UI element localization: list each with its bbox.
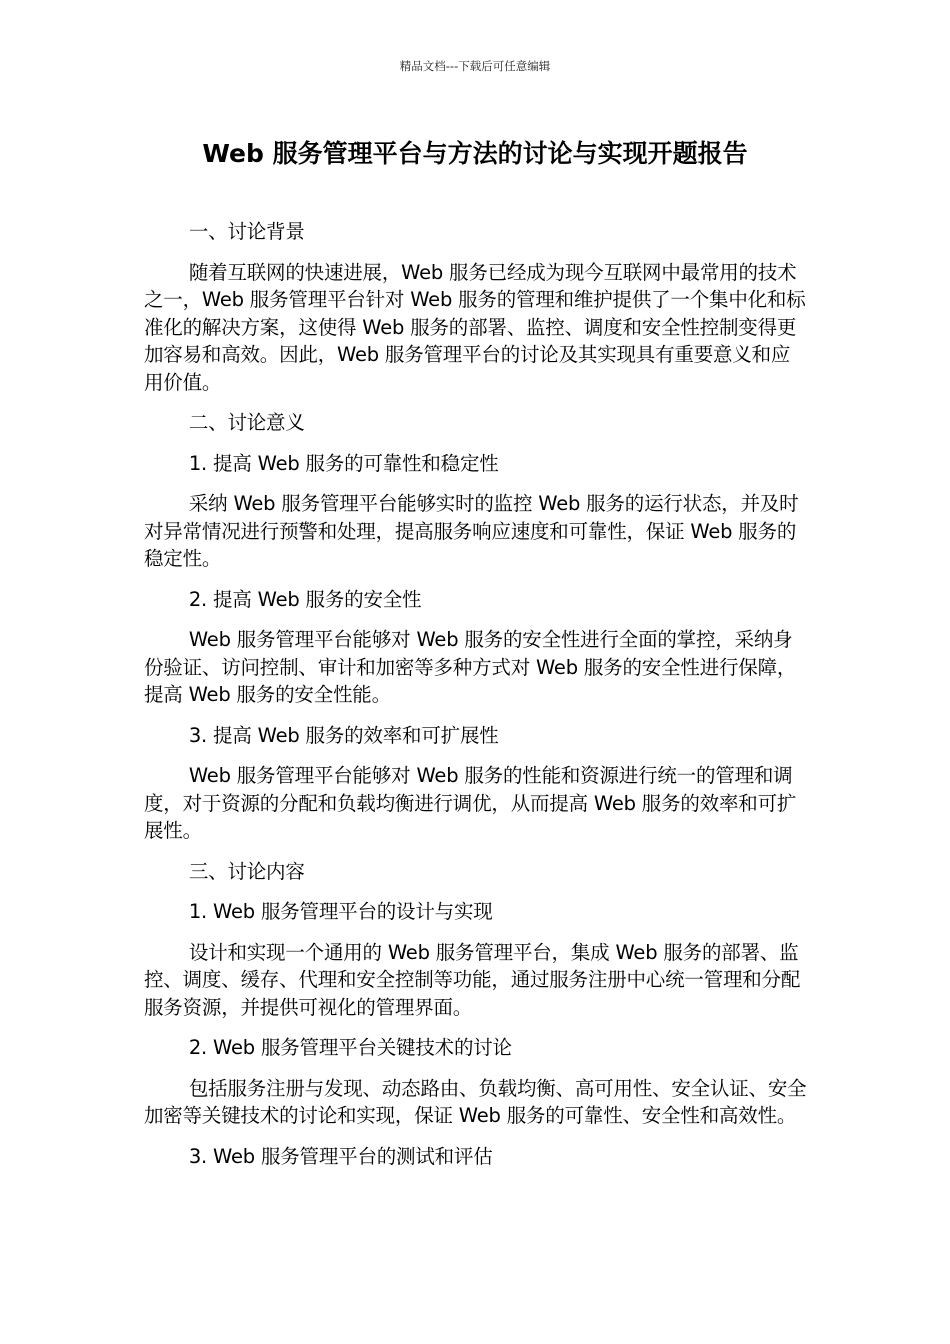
paragraph-reliability: 采纳 Web 服务管理平台能够实时的监控 Web 服务的运行状态，并及时对异常情况进行预警和处理，提高服务响应速度和可靠性，保证 Web 服务的稳定性。 [144, 492, 799, 570]
section-heading-content: 三、讨论内容 [188, 859, 305, 883]
subheading-reliability: 1. 提高 Web 服务的可靠性和稳定性 [188, 451, 499, 475]
subheading-testing: 3. Web 服务管理平台的测试和评估 [188, 1144, 493, 1168]
subheading-efficiency: 3. 提高 Web 服务的效率和可扩展性 [188, 723, 499, 747]
paragraph-security: Web 服务管理平台能够对 Web 服务的安全性进行全面的掌控，采纳身份验证、访问控制、审计和加密等多种方式对 Web 服务的安全性进行保障，提高 Web 服务的安全性能。 [144, 628, 797, 706]
subheading-security: 2. 提高 Web 服务的安全性 [188, 587, 422, 611]
section-heading-significance: 二、讨论意义 [188, 411, 305, 434]
subheading-key-tech: 2. Web 服务管理平台关键技术的讨论 [188, 1036, 512, 1059]
paragraph-design: 设计和实现一个通用的 Web 服务管理平台，集成 Web 服务的部署、监控、调度、缓存、代理和安全控制等功能，通过服务注册中心统一管理和分配服务资源，并提供可视化的管理界面。 [144, 940, 801, 1019]
document-body [144, 218, 808, 1183]
paragraph-background: 随着互联网的快速进展，Web 服务已经成为现今互联网中最常用的技术之一，Web 服务管理平台针对 Web 服务的管理和维护提供了一个集中化和标准化的解决方案，这使得 Web 服务的部署、监控、调度和安全性控制变得更加容易和高效。因此，Web 服务管理平台的讨论及其实现具有重要意义和应用价值。 [144, 260, 806, 394]
document-title: Web 服务管理平台与方法的讨论与实现开题报告 [202, 139, 748, 168]
paragraph-key-tech: 包括服务注册与发现、动态路由、负载均衡、高可用性、安全认证、安全加密等关键技术的讨论和实现，保证 Web 服务的可靠性、安全性和高效性。 [144, 1076, 807, 1127]
header-note: 精品文档---下载后可任意编辑 [399, 59, 551, 73]
subheading-design: 1. Web 服务管理平台的设计与实现 [188, 900, 493, 923]
section-heading-background: 一、讨论背景 [188, 220, 305, 243]
paragraph-efficiency: Web 服务管理平台能够对 Web 服务的性能和资源进行统一的管理和调度，对于资源的分配和负载均衡进行调优，从而提高 Web 服务的效率和可扩展性。 [144, 764, 797, 842]
